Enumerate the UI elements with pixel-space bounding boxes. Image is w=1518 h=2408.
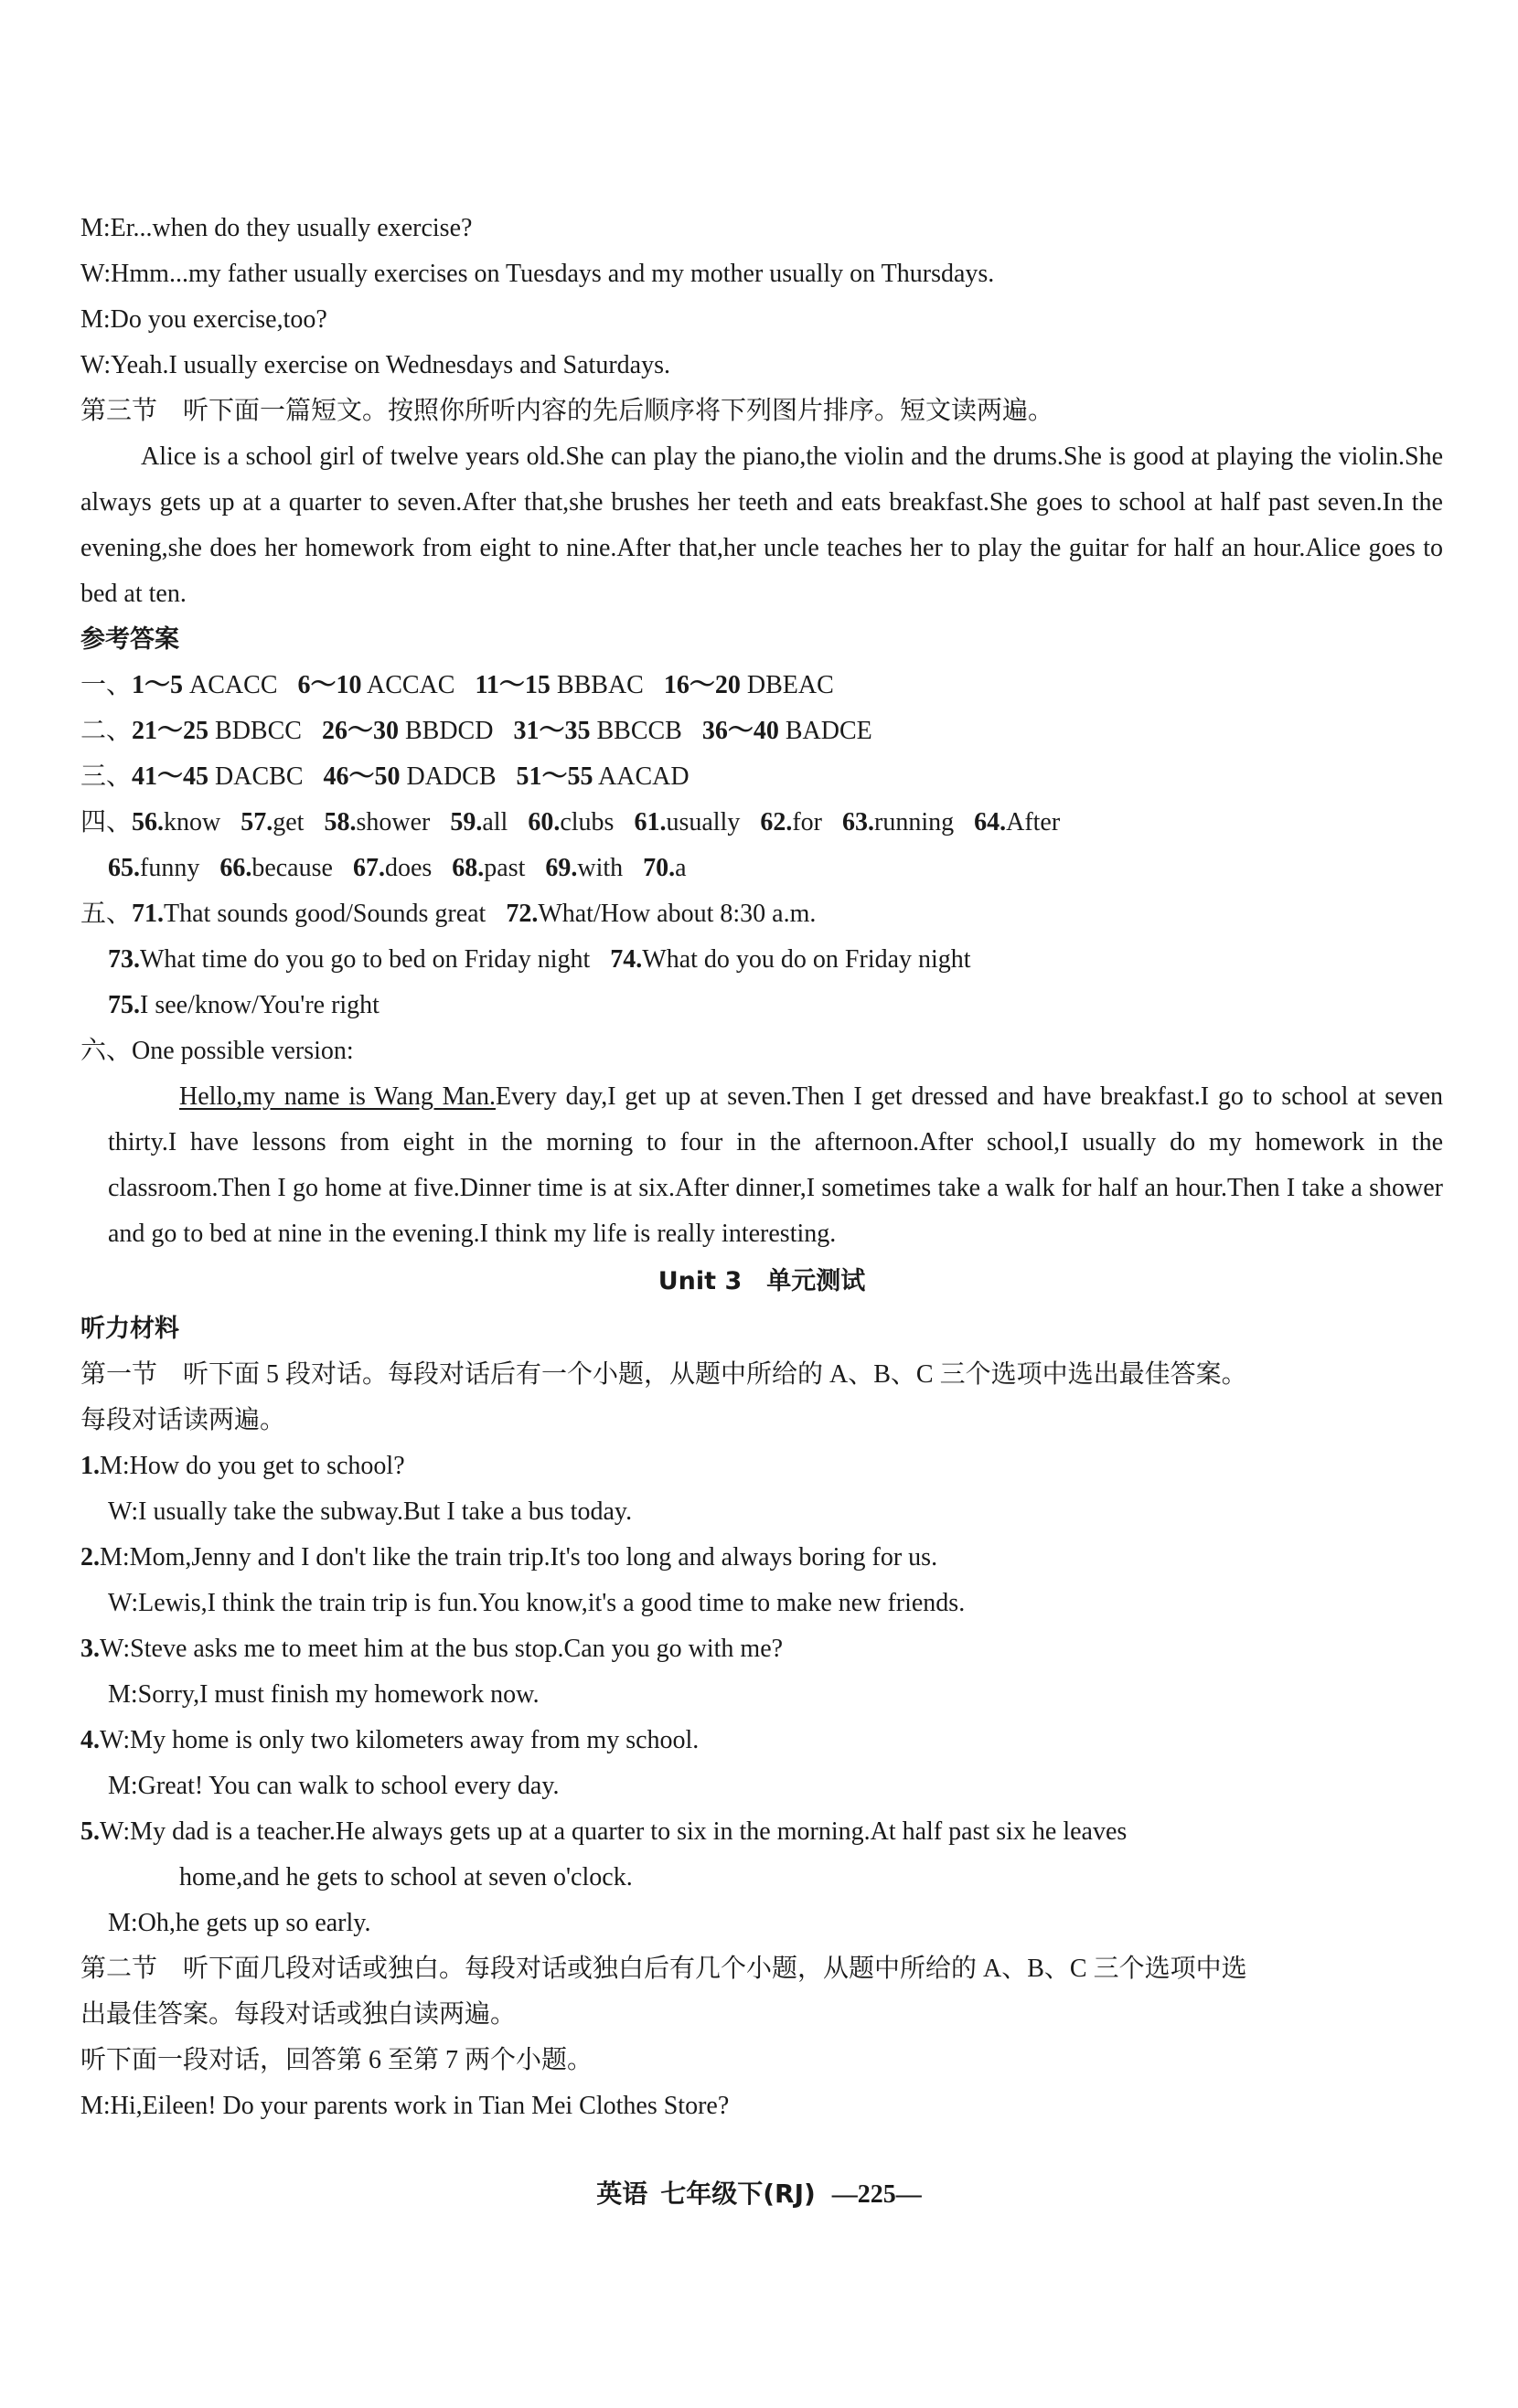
dialogue-2-reply: W:Lewis,I think the train trip is fun.You know,it's a good time to make new friends. bbox=[108, 1589, 966, 1617]
answers-part5-row2: 73.What time do you go to bed on Friday night 74.What do you do on Friday night bbox=[108, 945, 971, 974]
dialogue-5-reply: M:Oh,he gets up so early. bbox=[108, 1909, 371, 1937]
dialogue-1: 1.M:How do you get to school? bbox=[80, 1452, 405, 1480]
answers-part3: 三、41～45 DACBC 46～50 DADCB 51～55 AACAD bbox=[80, 762, 690, 791]
dialogue-3-reply: M:Sorry,I must finish my homework now. bbox=[108, 1680, 540, 1709]
answers-heading: 参考答案 bbox=[80, 625, 179, 654]
dialogue-3: 3.W:Steve asks me to meet him at the bus stop.Can you go with me? bbox=[80, 1635, 784, 1663]
dialogue-line: M:Do you exercise,too? bbox=[80, 305, 327, 334]
page-content bbox=[80, 206, 1443, 2129]
part-label: 五、 bbox=[80, 900, 133, 928]
answers-part5-row1: 五、71.That sounds good/Sounds great 72.What/How about 8:30 a.m. bbox=[80, 900, 817, 928]
section2-label: 第二节 听下面几段对话或独白。每段对话或独白后有几个小题，从题中所给的 A、B、C 三个选项中选 bbox=[80, 1955, 1247, 1983]
part-label: 四、 bbox=[80, 808, 133, 836]
answers-part6-intro: 六、One possible version: bbox=[80, 1037, 354, 1065]
section2-label-cont: 出最佳答案。每段对话或独白读两遍。 bbox=[80, 2000, 517, 2029]
essay-opening: Hello,my name is Wang Man. bbox=[179, 1082, 496, 1111]
dialogue-line: W:Yeah.I usually exercise on Wednesdays and Saturdays. bbox=[80, 351, 670, 379]
dialogue-5-cont: home,and he gets to school at seven o'clock. bbox=[179, 1863, 633, 1891]
dialogue-line: W:Hmm...my father usually exercises on Tuesdays and my mother usually on Thursdays. bbox=[80, 260, 995, 288]
answers-part4-row2: 65.funny 66.because 67.does 68.past 69.with 70.a bbox=[108, 854, 687, 882]
section3-passage: Alice is a school girl of twelve years old.She can play the piano,the violin and the drums.She is good at playing the violin.She always gets up at a quarter to seven.After that,she brushes her teeth and eats breakfast.She goes to school at half past seven.In the evening,she does her homework from eight to nine.After that,her uncle teaches her to play the guitar for half an hour.Alice goes to bed at ten. bbox=[80, 442, 1443, 608]
answers-part5-row3: 75.I see/know/You're right bbox=[108, 991, 380, 1019]
footer-grade: 七年级下(RJ) bbox=[660, 2179, 816, 2209]
answers-part1: 一、1～5 ACACC 6～10 ACCAC 11～15 BBBAC 16～20 DBEAC bbox=[80, 671, 834, 699]
section3-label: 第三节 听下面一篇短文。按照你所听内容的先后顺序将下列图片排序。短文读两遍。 bbox=[80, 397, 1054, 425]
part-label: 一、 bbox=[80, 671, 133, 699]
part-label: 二、 bbox=[80, 717, 133, 745]
sample-essay bbox=[80, 1074, 1443, 1257]
page-number: —225— bbox=[831, 2180, 922, 2209]
dialogue-4: 4.W:My home is only two kilometers away from my school. bbox=[80, 1726, 700, 1754]
dialogue-4-reply: M:Great! You can walk to school every day. bbox=[108, 1772, 560, 1800]
part-label: 六、 bbox=[80, 1037, 133, 1065]
unit-title: Unit 3 单元测试 bbox=[657, 1267, 866, 1295]
answers-part2: 二、21～25 BDBCC 26～30 BBDCD 31～35 BBCCB 36～40 BADCE bbox=[80, 717, 872, 745]
answers-part4-row1: 四、56.know 57.get 58.shower 59.all 60.clubs 61.usually 62.for 63.running 64.After bbox=[80, 808, 1061, 836]
dialogue-line: M:Er...when do they usually exercise? bbox=[80, 214, 473, 242]
part-label: 三、 bbox=[80, 762, 133, 791]
listening-heading: 听力材料 bbox=[80, 1315, 179, 1343]
section1-label: 第一节 听下面 5 段对话。每段对话后有一个小题，从题中所给的 A、B、C 三个选项中选出最佳答案。 bbox=[80, 1360, 1247, 1389]
section2-instruction: 听下面一段对话，回答第 6 至第 7 两个小题。 bbox=[80, 2046, 593, 2074]
page-footer bbox=[0, 2174, 1518, 2211]
dialogue-5: 5.W:My dad is a teacher.He always gets up at a quarter to six in the morning.At half past six he leaves bbox=[80, 1817, 1128, 1846]
dialogue-2: 2.M:Mom,Jenny and I don't like the train trip.It's too long and always boring for us. bbox=[80, 1543, 938, 1572]
section1-label-cont: 每段对话读两遍。 bbox=[80, 1406, 286, 1434]
footer-subject: 英语 bbox=[596, 2179, 648, 2209]
section2-first-line: M:Hi,Eileen! Do your parents work in Tian Mei Clothes Store? bbox=[80, 2092, 730, 2120]
essay-body: Every day,I get up at seven.Then I get dressed and have breakfast.I go to school at seven thirty.I have lessons from eight in the morning to four in the afternoon.After school,I usually do my homework in the classroom.Then I go home at five.Dinner time is at six.After dinner,I sometimes take a walk for half an hour.Then I take a shower and go to bed at nine in the evening.I think my life is really interesting. bbox=[108, 1082, 1444, 1248]
dialogue-1-reply: W:I usually take the subway.But I take a bus today. bbox=[108, 1497, 633, 1526]
